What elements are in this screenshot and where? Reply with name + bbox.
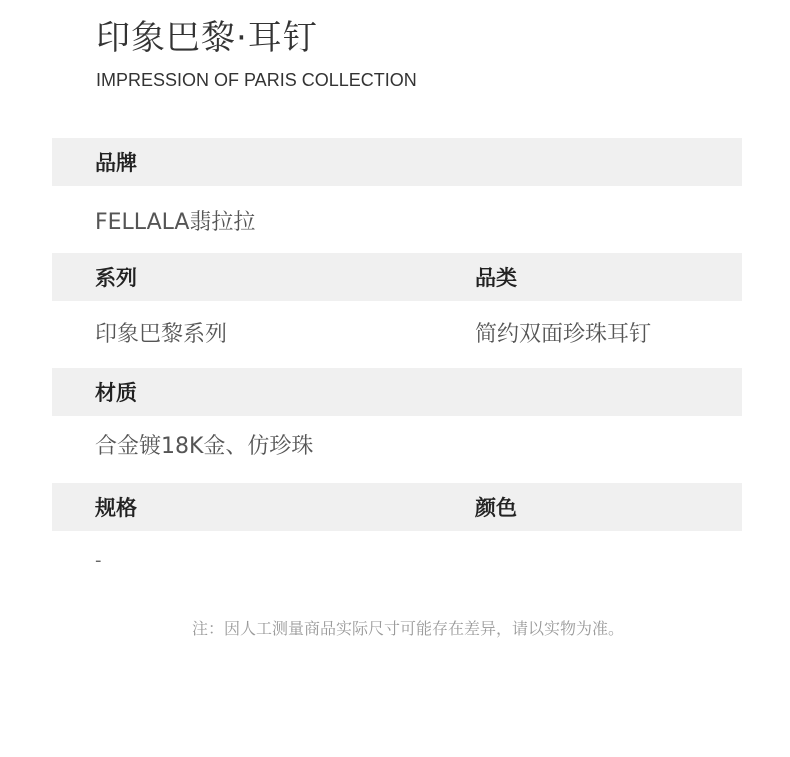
- measurement-note: 注：因人工测量商品实际尺寸可能存在差异，请以实物为准。: [191, 619, 624, 638]
- material-value: 合金镀18K金、仿珍珠: [95, 434, 314, 459]
- brand-value: FELLALA翡拉拉: [95, 210, 256, 235]
- brand-label: 品牌: [95, 151, 137, 175]
- category-value: 简约双面珍珠耳钉: [475, 322, 652, 347]
- page-subtitle: IMPRESSION OF PARIS COLLECTION: [96, 70, 417, 90]
- category-label: 品类: [475, 266, 517, 290]
- size-value: -: [95, 550, 102, 571]
- series-category-header-band: [52, 253, 742, 301]
- material-label: 材质: [95, 381, 137, 405]
- brand-header-band: [52, 138, 742, 186]
- series-label: 系列: [95, 266, 137, 290]
- series-value: 印象巴黎系列: [95, 322, 228, 347]
- color-label: 颜色: [475, 496, 517, 520]
- size-color-header-band: [52, 483, 742, 531]
- page-title: 印象巴黎·耳钉: [96, 18, 318, 58]
- material-header-band: [52, 368, 742, 416]
- size-label: 规格: [95, 496, 137, 520]
